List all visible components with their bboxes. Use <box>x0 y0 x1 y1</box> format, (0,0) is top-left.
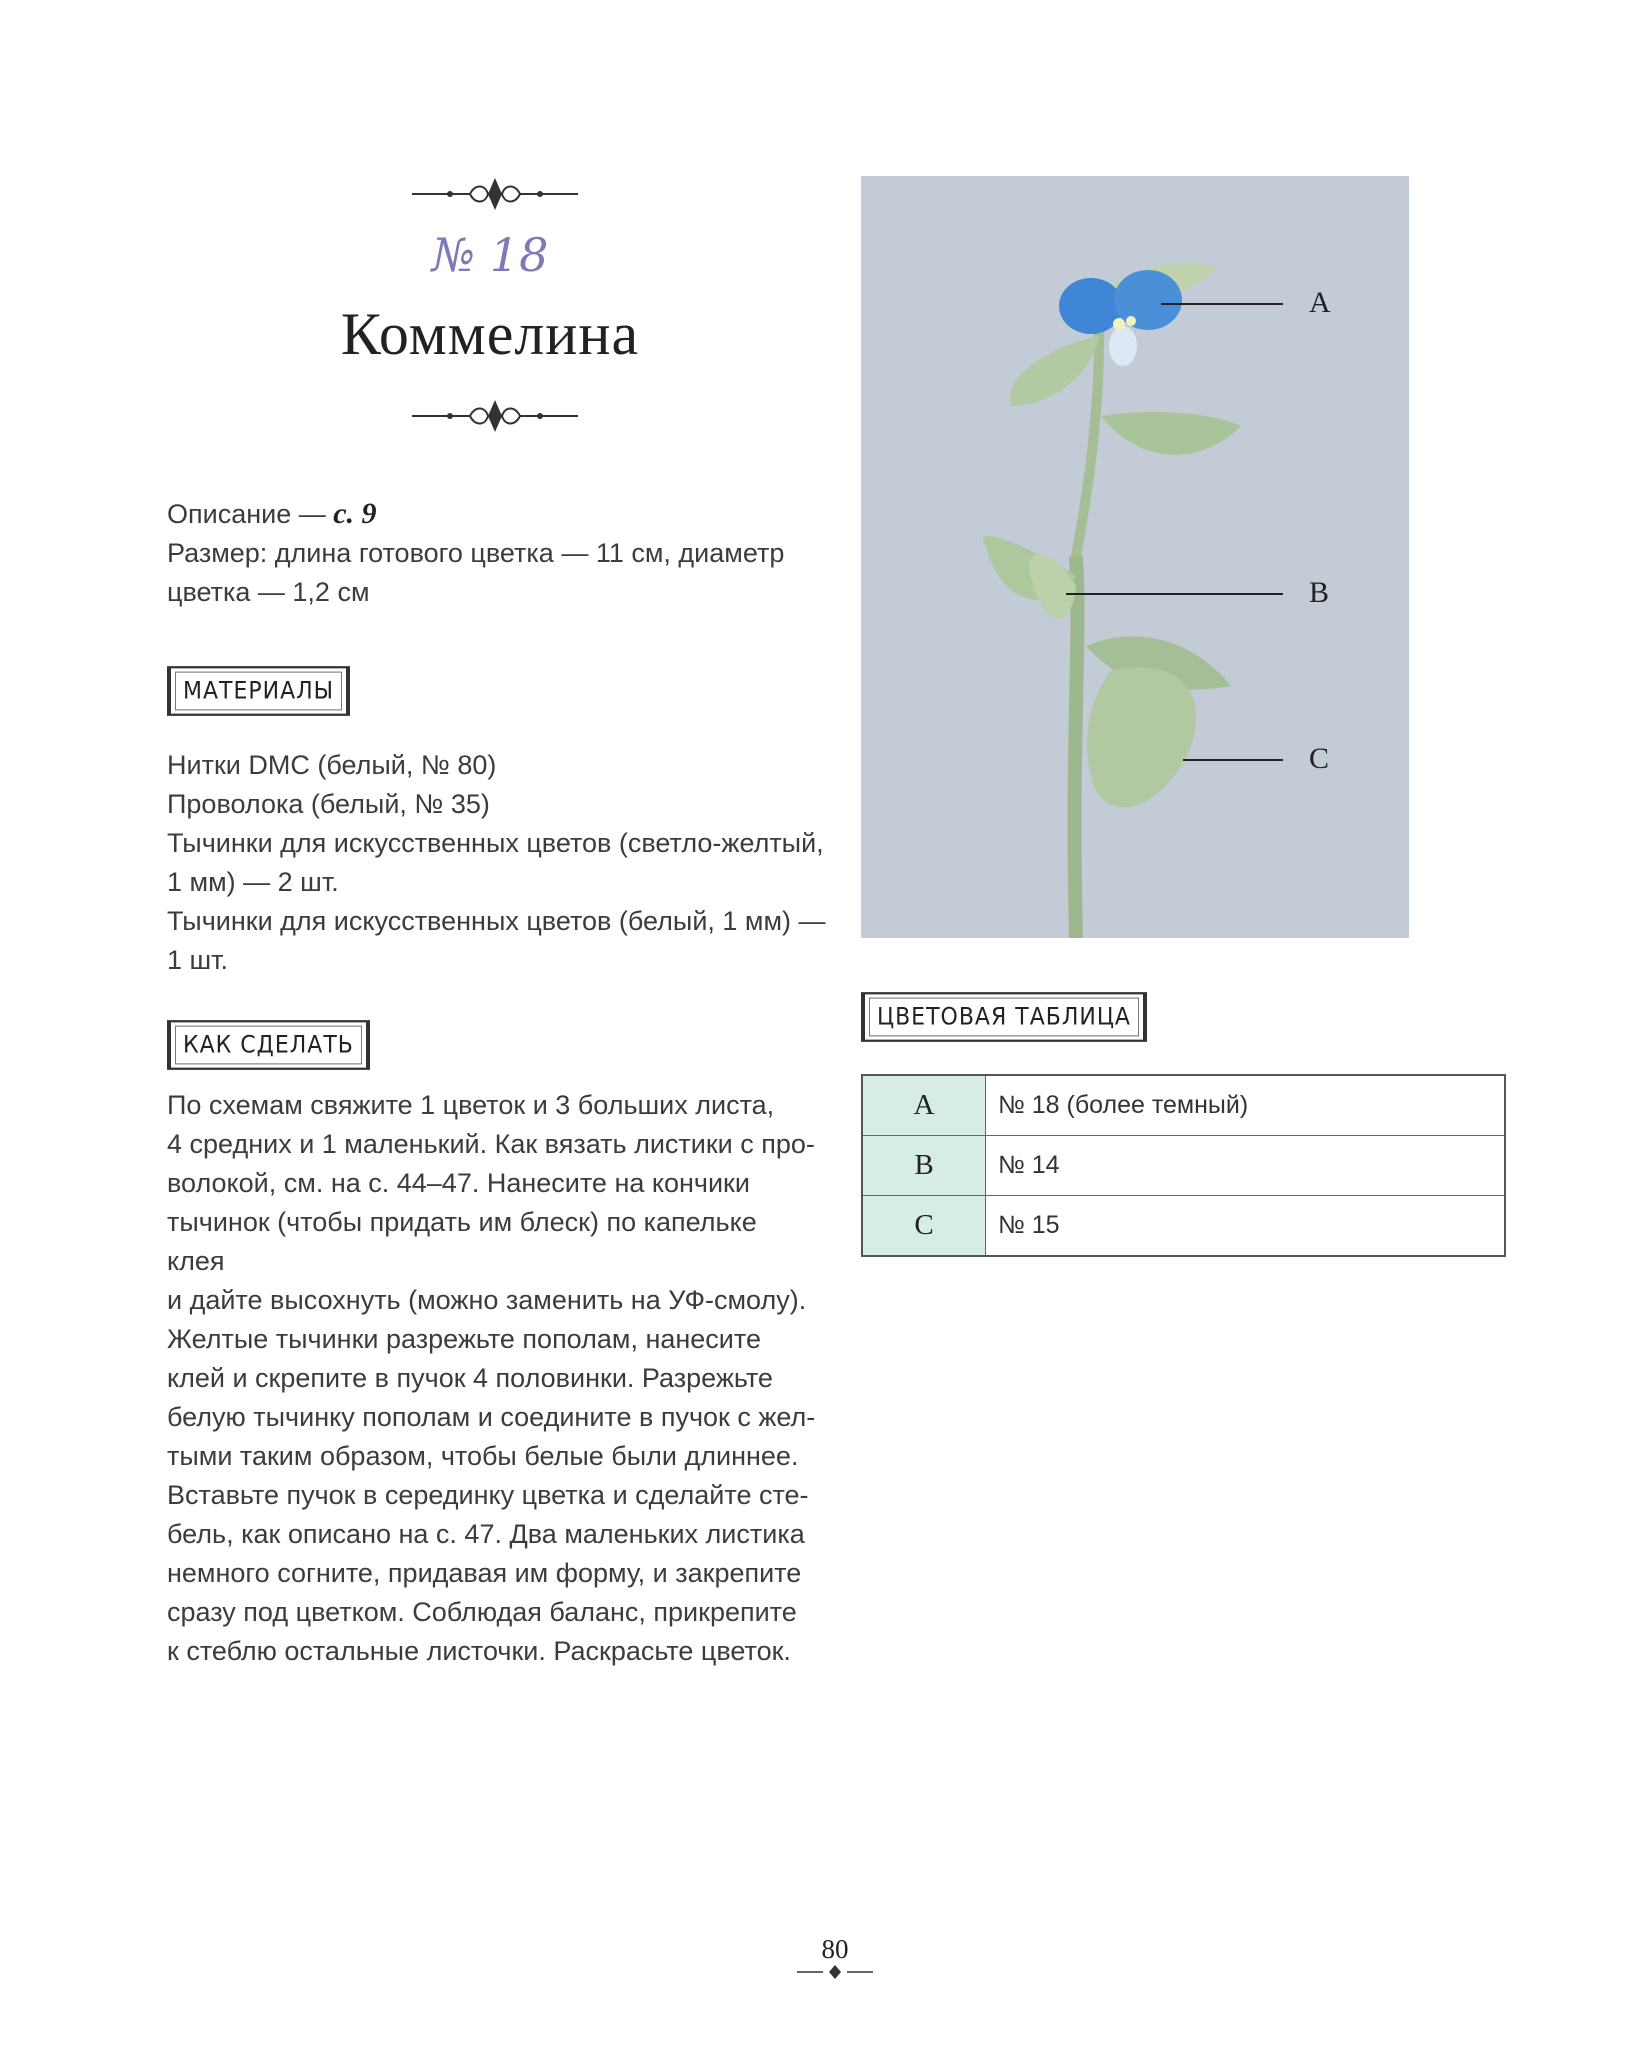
callout-a: A <box>1309 286 1331 319</box>
top-ornament <box>410 174 580 214</box>
color-value: № 18 (более темный) <box>986 1075 1506 1136</box>
howto-line: По схемам свяжите 1 цветок и 3 больших листа, <box>167 1090 775 1120</box>
description-block <box>167 494 827 612</box>
color-value: № 15 <box>986 1196 1506 1257</box>
description-prefix: Описание — <box>167 499 334 529</box>
callout-c: C <box>1309 742 1330 775</box>
howto-line: к стеблю остальные листочки. Раскрасьте цветок. <box>167 1636 791 1666</box>
color-key: A <box>862 1075 986 1136</box>
description-page-ref: с. 9 <box>333 497 377 530</box>
materials-line: Нитки DMC (белый, № 80) <box>167 750 497 780</box>
howto-line: Желтые тычинки разрежьте пополам, нанесите <box>167 1324 761 1354</box>
color-table <box>861 1074 1506 1257</box>
howto-line: немного согните, придавая им форму, и закрепите <box>167 1558 802 1588</box>
howto-text <box>167 1086 817 1671</box>
color-key: B <box>862 1136 986 1196</box>
description-line: цветка — 1,2 см <box>167 577 370 607</box>
howto-line: тычинок (чтобы придать им блеск) по капельке клея <box>167 1207 757 1276</box>
page-number: 80 <box>821 1934 849 1964</box>
page-number-ornament <box>795 1962 875 1982</box>
color-key: C <box>862 1196 986 1257</box>
materials-label: МАТЕРИАЛЫ <box>167 666 350 716</box>
howto-line: сразу под цветком. Соблюдая баланс, прикрепите <box>167 1597 797 1627</box>
howto-line: Вставьте пучок в серединку цветка и сделайте сте- <box>167 1480 809 1510</box>
materials-line: 1 мм) — 2 шт. <box>167 867 339 897</box>
materials-line: Тычинки для искусственных цветов (белый, 1 мм) — <box>167 906 826 936</box>
table-row <box>862 1196 1505 1257</box>
title-bottom-ornament <box>410 396 580 436</box>
howto-label: КАК СДЕЛАТЬ <box>167 1020 370 1070</box>
pattern-number: № 18 <box>431 228 549 282</box>
howto-line: белую тычинку пополам и соедините в пучок с жел- <box>167 1402 816 1432</box>
howto-line: и дайте высохнуть (можно заменить на УФ-смолу). <box>167 1285 807 1315</box>
table-row <box>862 1136 1505 1196</box>
materials-list <box>167 746 847 980</box>
materials-line: Тычинки для искусственных цветов (светло-желтый, <box>167 828 824 858</box>
color-table-label: ЦВЕТОВАЯ ТАБЛИЦА <box>861 992 1147 1042</box>
table-row <box>862 1075 1505 1136</box>
color-value: № 14 <box>986 1136 1506 1196</box>
page-title: Коммелина <box>340 301 640 367</box>
materials-line: Проволока (белый, № 35) <box>167 789 490 819</box>
description-ref-line <box>167 494 827 534</box>
howto-line: тыми таким образом, чтобы белые были длиннее. <box>167 1441 799 1471</box>
flower-photo <box>861 176 1409 938</box>
description-line: Размер: длина готового цветка — 11 см, диаметр <box>167 538 785 568</box>
howto-line: 4 средних и 1 маленький. Как вязать листики с про- <box>167 1129 815 1159</box>
howto-line: бель, как описано на с. 47. Два маленьких листика <box>167 1519 805 1549</box>
howto-line: волокой, см. на с. 44–47. Нанесите на кончики <box>167 1168 750 1198</box>
callout-b: B <box>1309 576 1330 609</box>
materials-line: 1 шт. <box>167 945 229 975</box>
howto-line: клей и скрепите в пучок 4 половинки. Разрежьте <box>167 1363 773 1393</box>
